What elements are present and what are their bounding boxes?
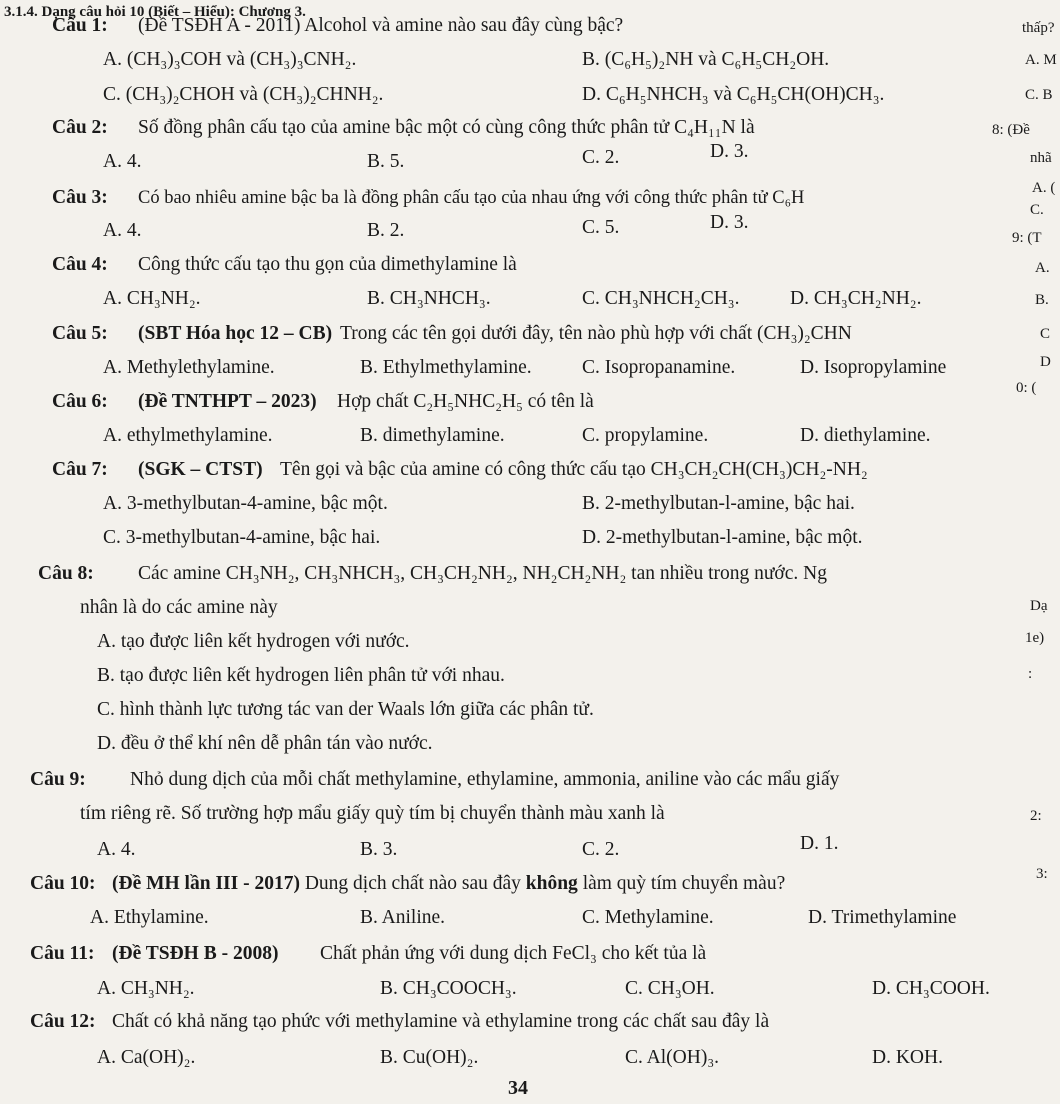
option-d: D. 3. [710,212,749,233]
option-b: B. Aniline. [360,907,446,928]
option-a: A. tạo được liên kết hydrogen với nước. [97,631,410,652]
option-d: D. 2-methylbutan-l-amine, bậc một. [582,527,863,548]
margin-fragment: nhã [1030,150,1052,166]
option-b: B. (C₆H₅)₂NH và C₆H₅CH₂OH. [582,49,830,70]
question-stem: Chất phản ứng với dung dịch FeCl₃ cho kết tủa là [320,943,707,964]
option-c: C. Isopropanamine. [582,357,736,378]
question-source: (Đề MH lần III - 2017) [112,873,300,894]
option-b: B. Cu(OH)₂. [380,1047,479,1068]
margin-fragment: : [1028,666,1033,682]
question-stem: Số đồng phân cấu tạo của amine bậc một có cùng công thức phân tử C₄H₁₁N là [138,117,755,138]
question-stem-continued: tím riêng rẽ. Số trường hợp mẩu giấy quỳ tím bị chuyển thành màu xanh là [80,803,665,824]
option-a: A. Methylethylamine. [103,357,275,378]
option-a: A. 4. [103,220,142,241]
option-b: B. 3. [360,839,398,860]
question-stem: Nhỏ dung dịch của mỗi chất methylamine, ethylamine, ammonia, aniline vào các mẩu giấy [130,769,840,790]
option-a: A. CH₃NH₂. [97,978,195,999]
option-b: B. CH₃COOCH₃. [380,978,517,999]
option-c: C. 3-methylbutan-4-amine, bậc hai. [103,527,381,548]
option-b: B. tạo được liên kết hydrogen liên phân tử với nhau. [97,665,505,686]
question-label: Câu 6: [52,391,108,412]
question-stem: Có bao nhiêu amine bậc ba là đồng phân cấu tạo của nhau ứng với công thức phân tử C₆H [138,188,805,208]
question-label: Câu 2: [52,117,108,138]
margin-fragment: A. M [1025,52,1057,68]
question-stem: Chất có khả năng tạo phức với methylamine và ethylamine trong các chất sau đây là [112,1011,770,1032]
question-source: (Đề TSĐH B - 2008) [112,943,279,964]
option-c: C. (CH₃)₂CHOH và (CH₃)₂CHNH₂. [103,84,384,105]
margin-fragment: C. [1030,202,1044,218]
option-d: D. C₆H₅NHCH₃ và C₆H₅CH(OH)CH₃. [582,84,885,105]
option-b: B. 2. [367,220,405,241]
margin-fragment: B. [1035,292,1049,308]
question-label: Câu 3: [52,187,108,208]
option-a: A. Ethylamine. [90,907,209,928]
question-label: Câu 7: [52,459,108,480]
question-label: Câu 10: [30,873,96,894]
margin-fragment: A. [1035,260,1050,276]
option-c: C. CH₃NHCH₂CH₃. [582,288,740,309]
margin-fragment: 3: [1036,866,1048,882]
question-stem: (Đề TSĐH A - 2011) Alcohol và amine nào sau đây cùng bậc? [138,15,624,36]
option-c: C. 2. [582,147,620,168]
margin-fragment: D [1040,354,1051,370]
margin-fragment: 8: (Đề [992,122,1030,138]
margin-fragment: thấp? [1022,20,1055,36]
option-b: B. Ethylmethylamine. [360,357,532,378]
option-a: A. ethylmethylamine. [103,425,273,446]
margin-fragment: C [1040,326,1051,342]
option-a: A. Ca(OH)₂. [97,1047,196,1068]
option-d: D. CH₃CH₂NH₂. [790,288,922,309]
question-stem: Các amine CH₃NH₂, CH₃NHCH₃, CH₃CH₂NH₂, NH₂CH₂NH₂ tan nhiều trong nước. Ng [138,563,827,584]
question-label: Câu 4: [52,254,108,275]
question-label: Câu 5: [52,323,108,344]
option-a: A. 4. [103,151,142,172]
option-c: C. 2. [582,839,620,860]
option-b: B. 5. [367,151,405,172]
option-c: C. CH₃OH. [625,978,715,999]
option-c: C. Al(OH)₃. [625,1047,720,1068]
margin-fragment: 1e) [1025,630,1045,646]
option-d: D. Trimethylamine [808,907,957,928]
question-stem: Công thức cấu tạo thu gọn của dimethylamine là [138,254,517,275]
margin-fragment: 0: ( [1016,380,1037,396]
question-source: (SBT Hóa học 12 – CB) [138,323,333,344]
question-stem: Trong các tên gọi dưới đây, tên nào phù hợp với chất (CH₃)₂CHN [340,323,852,344]
option-a: A. 3-methylbutan-4-amine, bậc một. [103,493,388,514]
option-b: B. 2-methylbutan-l-amine, bậc hai. [582,493,855,514]
option-d: D. diethylamine. [800,425,931,446]
margin-fragment: Dạ [1030,598,1048,614]
margin-fragment: A. ( [1032,180,1056,196]
margin-fragment: 2: [1030,808,1042,824]
option-c: C. 5. [582,217,620,238]
question-label: Câu 9: [30,769,86,790]
question-stem-end: làm quỳ tím chuyển màu? [582,873,786,894]
question-label: Câu 12: [30,1011,96,1032]
question-stem: Tên gọi và bậc của amine có công thức cấu tạo CH₃CH₂CH(CH₃)CH₂-NH₂ [280,459,868,480]
section-heading: 3.1.4. Dạng câu hỏi 10 (Biết – Hiểu): Chương 3. [4,4,306,20]
margin-fragment: 9: (T [1012,230,1042,246]
question-label: Câu 1: [52,15,108,36]
question-label: Câu 11: [30,943,95,964]
margin-fragment: C. B [1025,87,1053,103]
option-d: D. Isopropylamine [800,357,947,378]
question-stem-line [112,872,785,896]
option-d: D. 3. [710,141,749,162]
option-d: D. 1. [800,833,839,854]
option-b: B. CH₃NHCH₃. [367,288,491,309]
option-d: D. CH₃COOH. [872,978,990,999]
question-stem-continued: nhân là do các amine này [80,597,278,618]
question-source: (SGK – CTST) [138,459,263,480]
option-a: A. (CH₃)₃COH và (CH₃)₃CNH₂. [103,49,357,70]
page-number: 34 [508,1077,528,1099]
option-a: A. CH₃NH₂. [103,288,201,309]
option-b: B. dimethylamine. [360,425,505,446]
option-d: D. đều ở thể khí nên dễ phân tán vào nước. [97,733,433,754]
option-c: C. propylamine. [582,425,709,446]
question-stem: Dung dịch chất nào sau đây [304,873,521,894]
question-stem-emphasis: không [525,873,578,894]
option-c: C. hình thành lực tương tác van der Waals lớn giữa các phân tử. [97,699,594,720]
option-c: C. Methylamine. [582,907,714,928]
question-stem: Hợp chất C₂H₅NHC₂H₅ có tên là [337,391,594,412]
option-a: A. 4. [97,839,136,860]
question-source: (Đề TNTHPT – 2023) [138,391,317,412]
option-d: D. KOH. [872,1047,943,1068]
question-label: Câu 8: [38,563,94,584]
